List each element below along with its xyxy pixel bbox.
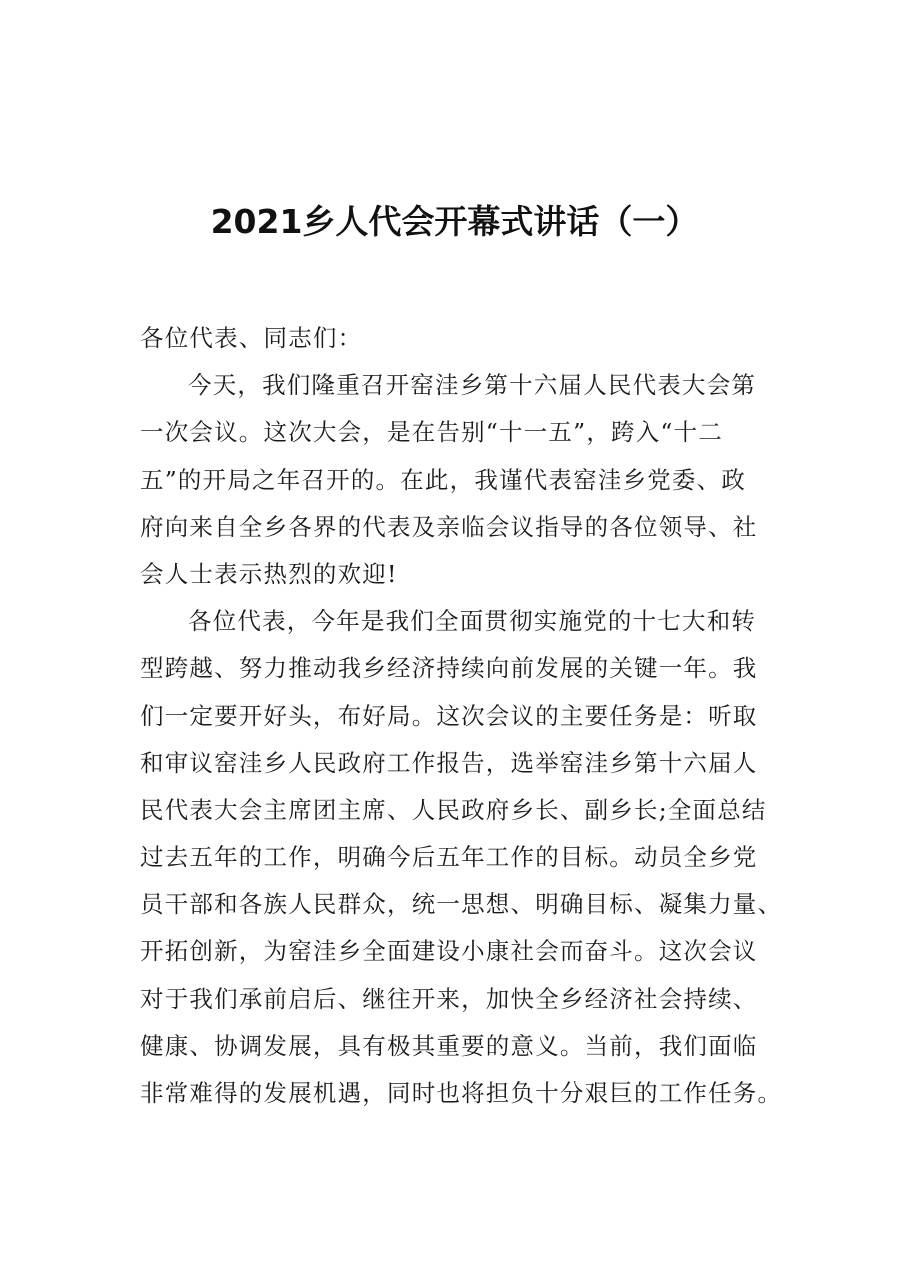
text-line: 各位代表，今年是我们全面贯彻实施党的十七大和转 [188, 607, 757, 636]
text-line: 会人士表示热烈的欢迎! [140, 559, 398, 588]
text-line: 员干部和各族人民群众，统一思想、明确目标、凝集力量、 [140, 890, 783, 919]
text-line: 府向来自全乡各界的代表及亲临会议指导的各位领导、社 [140, 512, 758, 541]
text-line: 过去五年的工作，明确今后五年工作的目标。动员全乡党 [140, 843, 758, 872]
text-line: 和审议窑洼乡人民政府工作报告，选举窑洼乡第十六届人 [140, 748, 758, 777]
text-line: 非常难得的发展机遇，同时也将担负十分艰巨的工作任务。 [140, 1079, 783, 1107]
text-line: 开拓创新，为窑洼乡全面建设小康社会而奋斗。这次会议 [140, 937, 758, 966]
text-line: 健康、协调发展，具有极其重要的意义。当前，我们面临 [140, 1031, 758, 1060]
text-line: 今天，我们隆重召开窑洼乡第十六届人民代表大会第 [188, 371, 757, 400]
document-body [140, 315, 783, 1117]
text-line: 五”的开局之年召开的。在此，我谨代表窑洼乡党委、政 [140, 465, 747, 494]
text-line: 一次会议。这次大会，是在告别“十一五”，跨入“十二 [140, 418, 724, 447]
text-line: 民代表大会主席团主席、人民政府乡长、副乡长;全面总结 [140, 795, 767, 824]
text-line: 们一定要开好头，布好局。这次会议的主要任务是：听取 [140, 701, 758, 730]
text-line: 对于我们承前启后、继往开来，加快全乡经济社会持续、 [140, 984, 758, 1013]
text-line: 型跨越、努力推动我乡经济持续向前发展的关键一年。我 [140, 654, 758, 683]
document-title: 2021乡人代会开幕式讲话（一） [210, 202, 699, 241]
text-line: 各位代表、同志们： [140, 324, 363, 352]
